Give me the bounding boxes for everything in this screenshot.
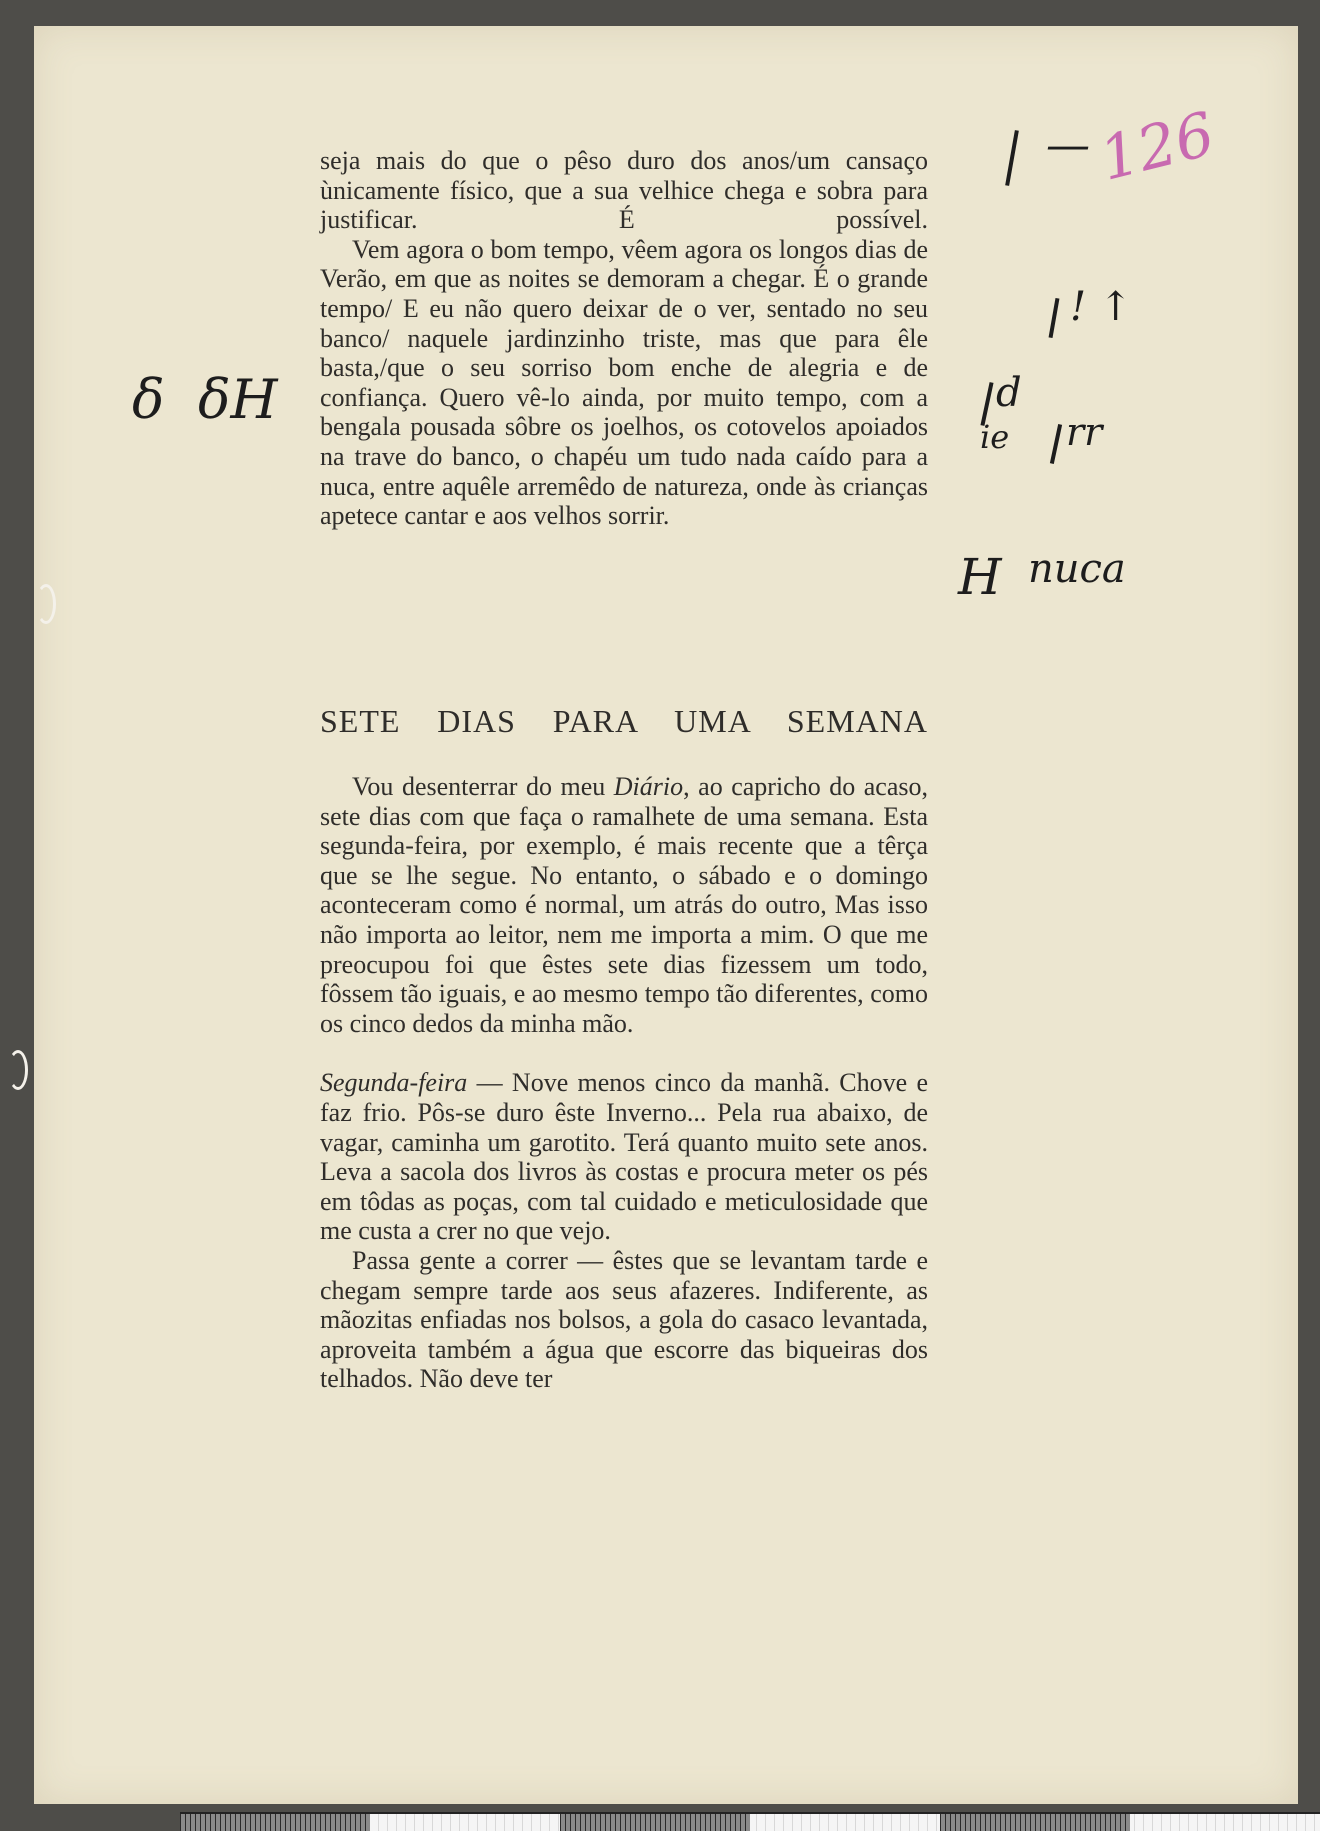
margin-annotation: H — [958, 548, 1002, 606]
binding-thread-bottom — [8, 1050, 28, 1090]
margin-annotation: ! ↑ — [1070, 284, 1133, 330]
margin-annotation: d — [996, 370, 1022, 416]
text-column-bottom — [320, 772, 928, 1394]
scale-ruler — [180, 1812, 1320, 1831]
page-number: 126 — [1093, 99, 1222, 195]
paragraph: Passa gente a correr — êstes que se levantam tarde e chegam sempre tarde aos seus afazeres. Indiferente, as mãozitas enfiadas nos bolsos, a gola do casaco levantada, aproveita também a água que escorre das biqueiras dos telhados. Não deve ter — [320, 1245, 928, 1394]
paragraph: Vem agora o bom tempo, vêem agora os longos dias de Verão, em que as noites se demoram a chegar. É o grande tempo/ E eu não quero deixar de o ver, sentado no seu banco/ naquele jardinzinho triste, mas que para êle basta,/que o seu sorriso bom enche de alegria e de confiança. Quero vê-lo ainda, por muito tempo, com a bengala pousada sôbre os joelhos, os cotovelos apoiados na trave do banco, o chapéu um tudo nada caído para a nuca, entre aquêle arremêdo de natureza, onde às crianças apetece cantar e aos velhos sorrir. — [320, 234, 928, 531]
intro-paragraph — [320, 772, 928, 1038]
diary-title: Diário — [613, 772, 684, 801]
section-heading: SETE DIAS PARA UMA SEMANA — [320, 703, 928, 739]
margin-annotation: rr — [1066, 410, 1103, 454]
binding-thread-top — [36, 584, 56, 624]
intro-text-after: , ao capricho do acaso, sete dias com que faça o ramalhete de uma semana. Esta segunda-feira, por exemplo, é mais recente que a têrça que se lhe segue. No entanto, o sábado e o domingo aconteceram como é normal, um atrás do outro, Mas isso não importa ao leitor, nem me importa a mim. O que me preocupou foi que êstes sete dias fizessem um todo, fôssem tão iguais, e ao mesmo tempo tão diferentes, como os cinco dedos da minha mão. — [320, 772, 929, 1038]
margin-mark-delta: δ — [132, 368, 165, 431]
text-column-top — [320, 146, 928, 531]
monday-paragraph — [320, 1068, 928, 1246]
paragraph: seja mais do que o pêso duro dos anos/um cansaço ùnicamente físico, que a sua velhice chega e sobra para justificar. É possível. — [320, 146, 928, 235]
monday-text: — Nove menos cinco da manhã. Chove e faz frio. Pôs-se duro êste Inverno... Pela rua abaixo, de vagar, caminha um garotito. Terá quanto muito sete anos. Leva a sacola dos livros às costas e procura meter os pés em tôdas as poças, com tal cuidado e meticulosidade que me custa a crer no que vejo. — [320, 1068, 928, 1246]
margin-mark-delta-h: δH — [198, 368, 278, 431]
intro-text-before: Vou desenterrar do meu — [352, 772, 614, 801]
annotation-dash: — — [1046, 120, 1090, 171]
day-label: Segunda-feira — [320, 1068, 468, 1098]
margin-annotation: ie — [980, 418, 1010, 456]
margin-annotation: nuca — [1028, 546, 1126, 592]
